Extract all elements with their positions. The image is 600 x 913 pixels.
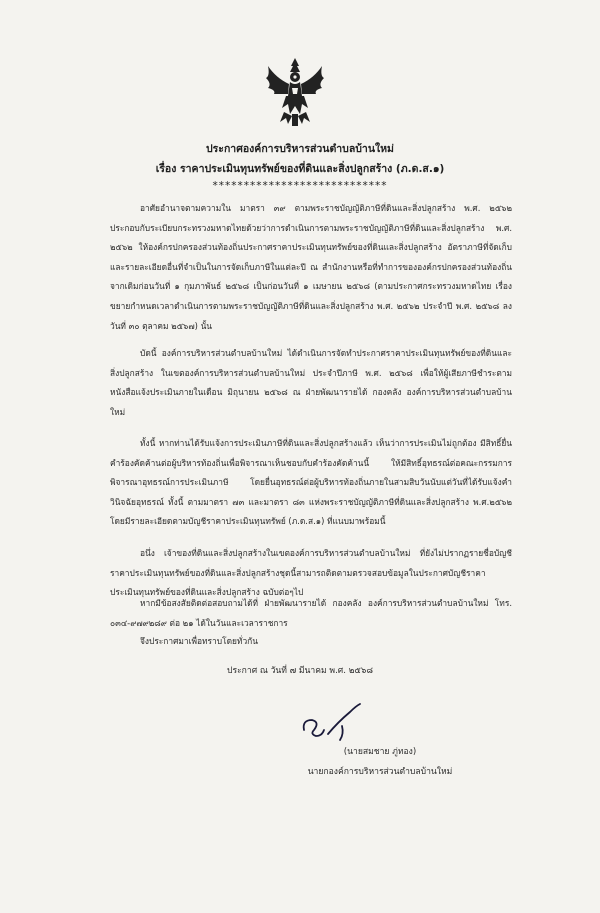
announcement-date: ประกาศ ณ วันที่ ๗ มีนาคม พ.ศ. ๒๕๖๘: [227, 666, 373, 676]
title-divider: ****************************: [212, 180, 388, 192]
paragraph-appeal-rights: ทั้งนี้ หากท่านได้รับแจ้งการประเมินภาษีที่ดินและสิ่งปลูกสร้างแล้ว เห็นว่าการประเมินไม่ถูกต้อง มีสิทธิ์ยื่นคำร้องคัดค้านต่อผู้บริหารท้องถิ่นเพื่อพิจารณาเห็นชอบกับคำร้องคัดค้านนี้ ให้มีสิทธิ์อุทธรณ์ต่อคณะกรรมการพิจารณาอุทธรณ์การประเมินภาษี โดยยื่นอุทธรณ์ต่อผู้บริหารท้องถิ่นภายในสามสิบวันนับแต่วันที่ได้รับแจ้งคำวินิจฉัยอุทธรณ์ ทั้งนี้ ตามมาตรา ๗๓ และมาตรา ๘๓ แห่งพระราชบัญญัติภาษีที่ดินและสิ่งปลูกสร้าง พ.ศ.๒๕๖๒ โดยมีรายละเอียดตามบัญชีราคาประเมินทุนทรัพย์ (ภ.ด.ส.๑) ที่แนบมาพร้อมนี้: [110, 438, 512, 527]
paragraph-contact: หากมีข้อสงสัยติดต่อสอบถามได้ที่ ฝ่ายพัฒนารายได้ กองคลัง องค์การบริหารส่วนตำบลบ้านใหม่ โทร. ๐๓๔-๙๗๙๒๘๙ ต่อ ๒๑ ได้ในวันและเวลาราชการ: [110, 598, 512, 628]
paragraph-authority: อาศัยอำนาจตามความใน มาตรา ๓๙ ตามพระราชบัญญัติภาษีที่ดินและสิ่งปลูกสร้าง พ.ศ. ๒๕๖๒ ประกอบกับระเบียบกระทรวงมหาดไทยด้วยว่าการดำเนินการตามพระราชบัญญัติภาษีที่ดินและสิ่งปลูกสร้าง พ.ศ. ๒๕๖๒ ให้องค์กรปกครองส่วนท้องถิ่นประกาศราคาประเมินทุนทรัพย์ของที่ดินและสิ่งปลูกสร้าง อัตราภาษีที่จัดเก็บ และรายละเอียดอื่นที่จำเป็นในการจัดเก็บภาษีในแต่ละปี ณ สำนักงานหรือที่ทำการขององค์กรปกครองส่วนท้องถิ่น จากเดิมก่อนวันที่ ๑ กุมภาพันธ์ ๒๕๖๘ เป็นก่อนวันที่ ๑ เมษายน ๒๕๖๘ (ตามประกาศกระทรวงมหาดไทย เรื่อง ขยายกำหนดเวลาดำเนินการตามพระราชบัญญัติภาษีที่ดินและสิ่งปลูกสร้าง พ.ศ. ๒๕๖๒ ประจำปี พ.ศ. ๒๕๖๘ ลงวันที่ ๓๐ ตุลาคม ๒๕๖๗) นั้น: [110, 203, 512, 331]
signer-name: (นายสมชาย ภู่ทอง): [343, 747, 417, 757]
paragraph-unlisted-owners: อนึ่ง เจ้าของที่ดินและสิ่งปลูกสร้างในเขตองค์การบริหารส่วนตำบลบ้านใหม่ ที่ยังไม่ปรากฏรายชื่อบัญชีราคาประเมินทุนทรัพย์ของที่ดินและสิ่งปลูกสร้างชุดนี้สามารถติดตามตรวจสอบข้อมูลในประกาศบัญชีราคาประเมินทุนทรัพย์ของที่ดินและสิ่งปลูกสร้าง ฉบับต่อๆไป: [110, 548, 512, 598]
announcement-title: ประกาศองค์การบริหารส่วนตำบลบ้านใหม่: [206, 143, 394, 155]
garuda-emblem-icon: [262, 56, 328, 128]
paragraph-closing: จึงประกาศมาเพื่อทราบโดยทั่วกัน: [140, 636, 258, 646]
handwritten-signature: [298, 700, 368, 744]
signer-position: นายกองค์การบริหารส่วนตำบลบ้านใหม่: [307, 767, 453, 777]
announcement-subject: เรื่อง ราคาประเมินทุนทรัพย์ของที่ดินและสิ่งปลูกสร้าง (ภ.ด.ส.๑): [155, 163, 445, 175]
paragraph-announcement: บัดนี้ องค์การบริหารส่วนตำบลบ้านใหม่ ได้ดำเนินการจัดทำประกาศราคาประเมินทุนทรัพย์ของที่ดินและสิ่งปลูกสร้าง ในเขตองค์การบริหารส่วนตำบลบ้านใหม่ ประจำปีภาษี พ.ศ. ๒๕๖๘ เพื่อให้ผู้เสียภาษีชำระตามหนังสือแจ้งประเมินภายในเดือน มิถุนายน ๒๕๖๘ ณ ฝ่ายพัฒนารายได้ กองคลัง องค์การบริหารส่วนตำบลบ้านใหม่: [110, 348, 512, 417]
